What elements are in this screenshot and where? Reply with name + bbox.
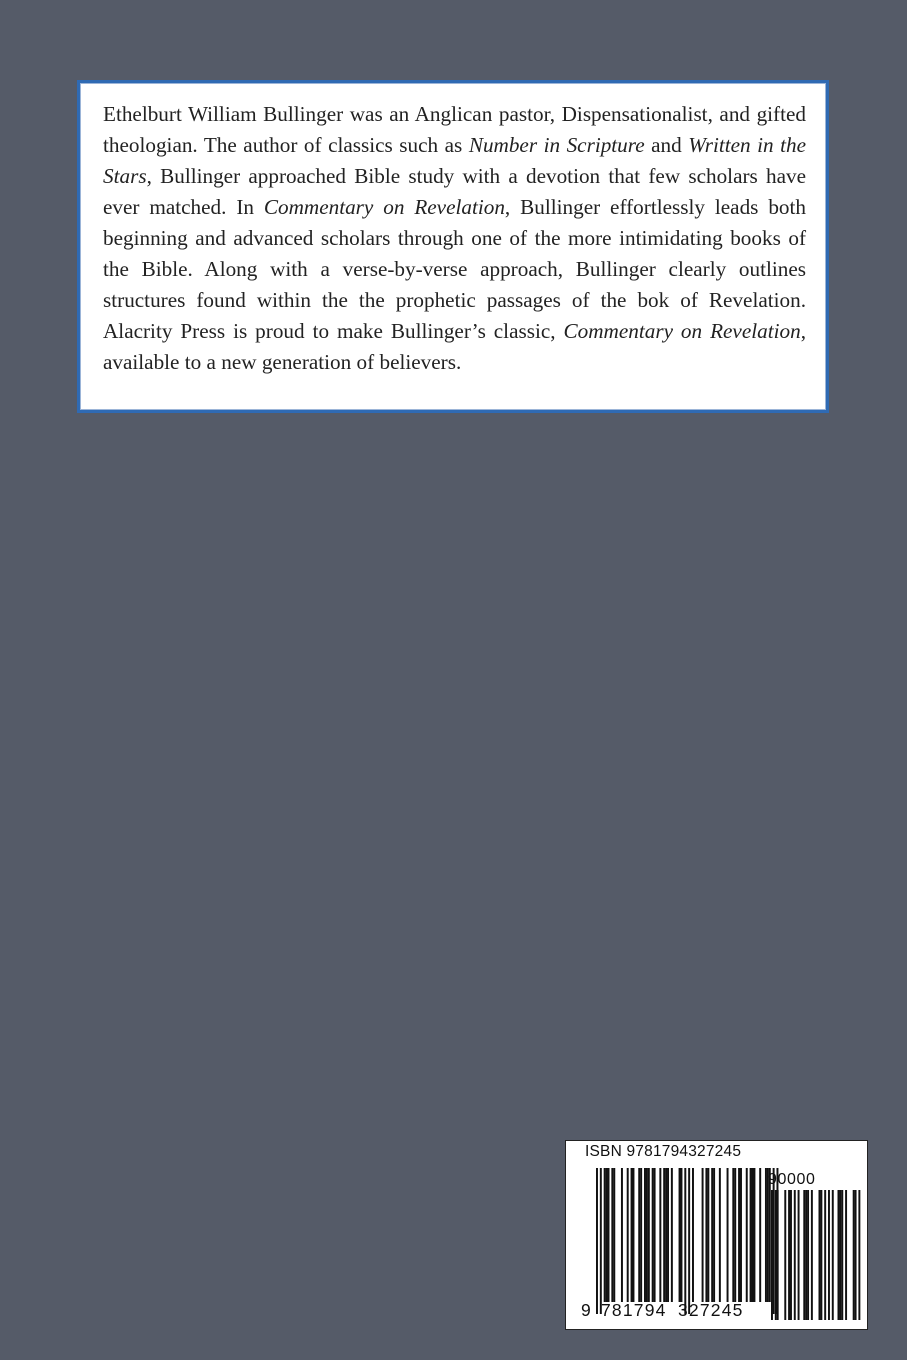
barcode-bar-29 xyxy=(705,1168,707,1302)
description-text-2: and xyxy=(644,133,689,157)
barcode-bar-33 xyxy=(719,1168,721,1302)
addon-bar-52 xyxy=(784,1190,786,1320)
barcode-bar-17 xyxy=(654,1168,656,1302)
barcode-bar-0 xyxy=(596,1168,598,1314)
barcode-bar-25 xyxy=(684,1168,686,1314)
barcode-digit-lead: 9 xyxy=(581,1300,592,1320)
addon-bar-68 xyxy=(841,1190,843,1320)
addon-bar-70 xyxy=(853,1190,855,1320)
addon-bar-66 xyxy=(838,1190,840,1320)
barcode-bar-32 xyxy=(713,1168,715,1302)
addon-bar-69 xyxy=(845,1190,847,1320)
addon-bar-71 xyxy=(855,1190,857,1320)
barcode-bar-26 xyxy=(688,1168,690,1314)
barcode-bar-5 xyxy=(611,1168,613,1302)
barcode-bar-34 xyxy=(727,1168,729,1302)
addon-bar-58 xyxy=(805,1190,807,1320)
barcode-bar-8 xyxy=(627,1168,629,1302)
barcode-bar-40 xyxy=(750,1168,752,1302)
addon-bar-63 xyxy=(824,1190,826,1320)
book-description xyxy=(103,99,806,378)
addon-bar-56 xyxy=(798,1190,800,1320)
barcode-bar-41 xyxy=(752,1168,754,1302)
title-commentary-on-revelation: Commentary on Revelation xyxy=(263,195,505,219)
barcode-bar-28 xyxy=(702,1168,704,1302)
barcode-bar-24 xyxy=(680,1168,682,1302)
barcode-bar-19 xyxy=(663,1168,665,1302)
barcode-bar-21 xyxy=(667,1168,669,1302)
barcode-bar-20 xyxy=(665,1168,667,1302)
barcode-bar-39 xyxy=(746,1168,748,1302)
addon-bar-53 xyxy=(788,1190,790,1320)
addon-bar-51 xyxy=(777,1190,779,1320)
title-commentary-on-revelation-2: Commentary on Revelation xyxy=(563,319,801,343)
title-number-in-scripture: Number in Scripture xyxy=(468,133,645,157)
description-text-5: , available to a new generation of believers. xyxy=(103,319,806,374)
barcode-bar-42 xyxy=(753,1168,755,1302)
addon-bar-50 xyxy=(775,1190,777,1320)
barcode-bar-13 xyxy=(644,1168,646,1302)
barcode-bar-22 xyxy=(671,1168,673,1302)
isbn-label: ISBN 9781794327245 xyxy=(585,1143,742,1160)
barcode-bar-36 xyxy=(734,1168,736,1302)
addon-bar-49 xyxy=(771,1190,773,1320)
barcode-bar-16 xyxy=(652,1168,654,1302)
barcode-bar-10 xyxy=(632,1168,634,1302)
barcode-bar-3 xyxy=(606,1168,608,1302)
addon-bar-62 xyxy=(820,1190,822,1320)
barcode-bar-2 xyxy=(604,1168,606,1302)
description-text-1: Ethelburt William Bullinger was an Anglican pastor, Dispensationalist, and gifted theologian. The author of classics such as xyxy=(103,102,806,157)
title-written-in-the-stars: Written in the Stars xyxy=(103,133,807,188)
barcode-bar-43 xyxy=(759,1168,761,1302)
barcode-bar-35 xyxy=(732,1168,734,1302)
barcode-bar-44 xyxy=(765,1168,767,1302)
barcode-bar-7 xyxy=(621,1168,623,1302)
addon-bar-55 xyxy=(794,1190,796,1320)
addon-bar-59 xyxy=(807,1190,809,1320)
barcode-bar-18 xyxy=(659,1168,661,1302)
barcode-bar-37 xyxy=(738,1168,740,1302)
description-box xyxy=(77,80,829,413)
barcode-bar-12 xyxy=(640,1168,642,1302)
addon-bar-61 xyxy=(819,1190,821,1320)
addon-bar-65 xyxy=(832,1190,834,1320)
barcode-bar-38 xyxy=(740,1168,742,1302)
addon-bar-57 xyxy=(803,1190,805,1320)
addon-bar-67 xyxy=(839,1190,841,1320)
barcode-bar-1 xyxy=(600,1168,602,1314)
description-text-4: , Bullinger effortlessly leads both beginning and advanced scholars through one of the more intimidating books of the Bible. Along with a verse-by-verse approach, Bullinger clearly outlines structures found within the the prophetic passages of the bok of Revelation. Alacrity Press is proud to make Bullinger’s classic, xyxy=(103,195,806,343)
barcode-bar-11 xyxy=(638,1168,640,1302)
barcode-bar-27 xyxy=(692,1168,694,1302)
barcode-bar-14 xyxy=(646,1168,648,1302)
addon-bar-60 xyxy=(811,1190,813,1320)
barcode-digits-left: 781794 xyxy=(601,1300,667,1320)
barcode-bar-9 xyxy=(631,1168,633,1302)
isbn-barcode-box xyxy=(565,1140,868,1330)
barcode-bar-30 xyxy=(707,1168,709,1302)
addon-bar-54 xyxy=(790,1190,792,1320)
barcode-bar-15 xyxy=(648,1168,650,1302)
barcode-digits-right: 327245 xyxy=(678,1300,744,1320)
barcode-bar-31 xyxy=(711,1168,713,1302)
description-text-3: , Bullinger approached Bible study with a devotion that few scholars have ever matched. In xyxy=(103,164,806,219)
price-code: 90000 xyxy=(768,1171,816,1188)
barcode-bar-4 xyxy=(608,1168,610,1302)
barcode-bar-23 xyxy=(679,1168,681,1302)
addon-bar-72 xyxy=(858,1190,860,1320)
addon-bar-64 xyxy=(828,1190,830,1320)
barcode-bar-6 xyxy=(613,1168,615,1302)
